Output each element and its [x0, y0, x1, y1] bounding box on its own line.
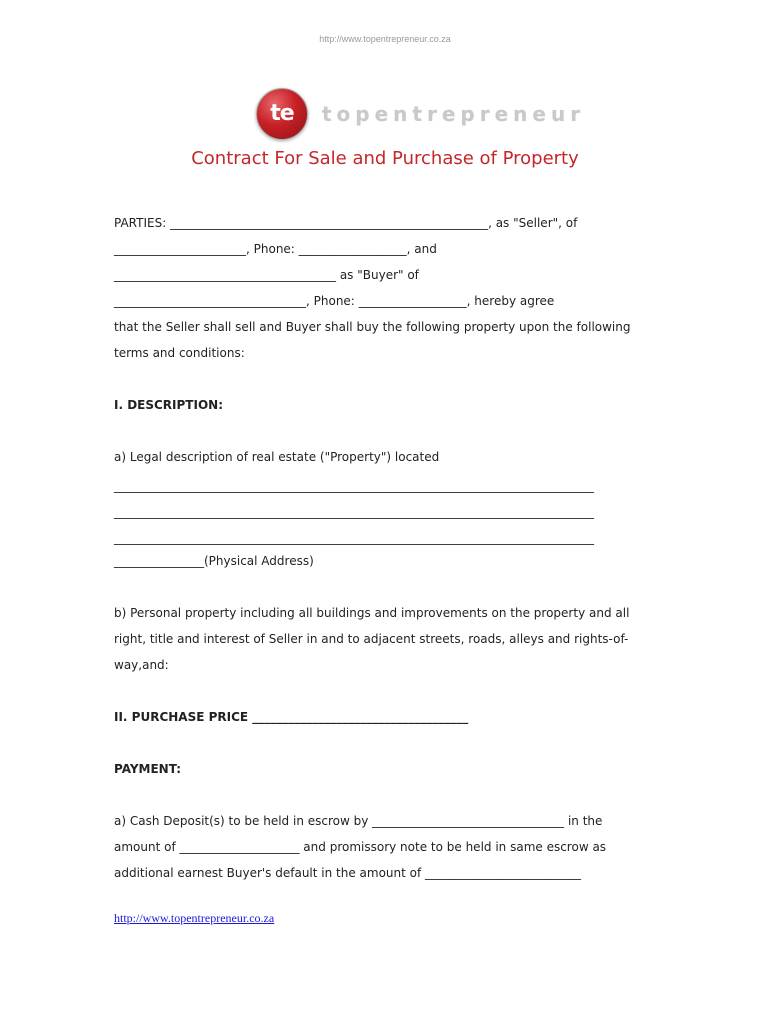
description-b-3: way,and: [114, 658, 169, 672]
description-b-1: b) Personal property including all buildings and improvements on the property and all [114, 606, 630, 620]
blank-line-3: ________________________________________________________________________________ [114, 531, 594, 545]
description-a: a) Legal description of real estate ("Property") located [114, 450, 440, 464]
blank-line-2: ________________________________________________________________________________ [114, 505, 594, 519]
blank-line-1: ________________________________________________________________________________ [114, 479, 594, 493]
document-title: Contract For Sale and Purchase of Property [191, 148, 579, 169]
payment-a-3: additional earnest Buyer's default in the amount of __________________________ [114, 866, 582, 880]
parties-line-2: ______________________, Phone: __________________, and [114, 242, 437, 256]
parties-line-4: ________________________________, Phone: __________________, hereby agree [114, 294, 555, 308]
parties-line-3: _____________________________________ as "Buyer" of [114, 268, 419, 282]
parties-line-6: terms and conditions: [114, 346, 245, 360]
company-logo [256, 88, 585, 140]
logo-mark-text: te [270, 100, 294, 126]
header-url: http://www.topentrepreneur.co.za [319, 34, 451, 44]
physical-address-line: _______________(Physical Address) [114, 554, 314, 568]
payment-a-2: amount of ____________________ and promissory note to be held in same escrow as [114, 840, 607, 854]
section-description-heading: I. DESCRIPTION: [114, 398, 224, 412]
logo-mark [256, 88, 308, 140]
logo-wordmark: topentrepreneur [322, 102, 586, 126]
description-b-2: right, title and interest of Seller in and to adjacent streets, roads, alleys and rights-of- [114, 632, 629, 646]
payment-a-1: a) Cash Deposit(s) to be held in escrow by ________________________________ in the [114, 814, 603, 828]
payment-heading: PAYMENT: [114, 762, 182, 776]
purchase-price-heading: II. PURCHASE PRICE ____________________________________ [114, 710, 469, 724]
footer-link[interactable]: http://www.topentrepreneur.co.za [114, 911, 275, 925]
parties-line-5: that the Seller shall sell and Buyer shall buy the following property upon the following [114, 320, 631, 334]
parties-line-1: PARTIES: _____________________________________________________, as "Seller", of [114, 216, 578, 230]
